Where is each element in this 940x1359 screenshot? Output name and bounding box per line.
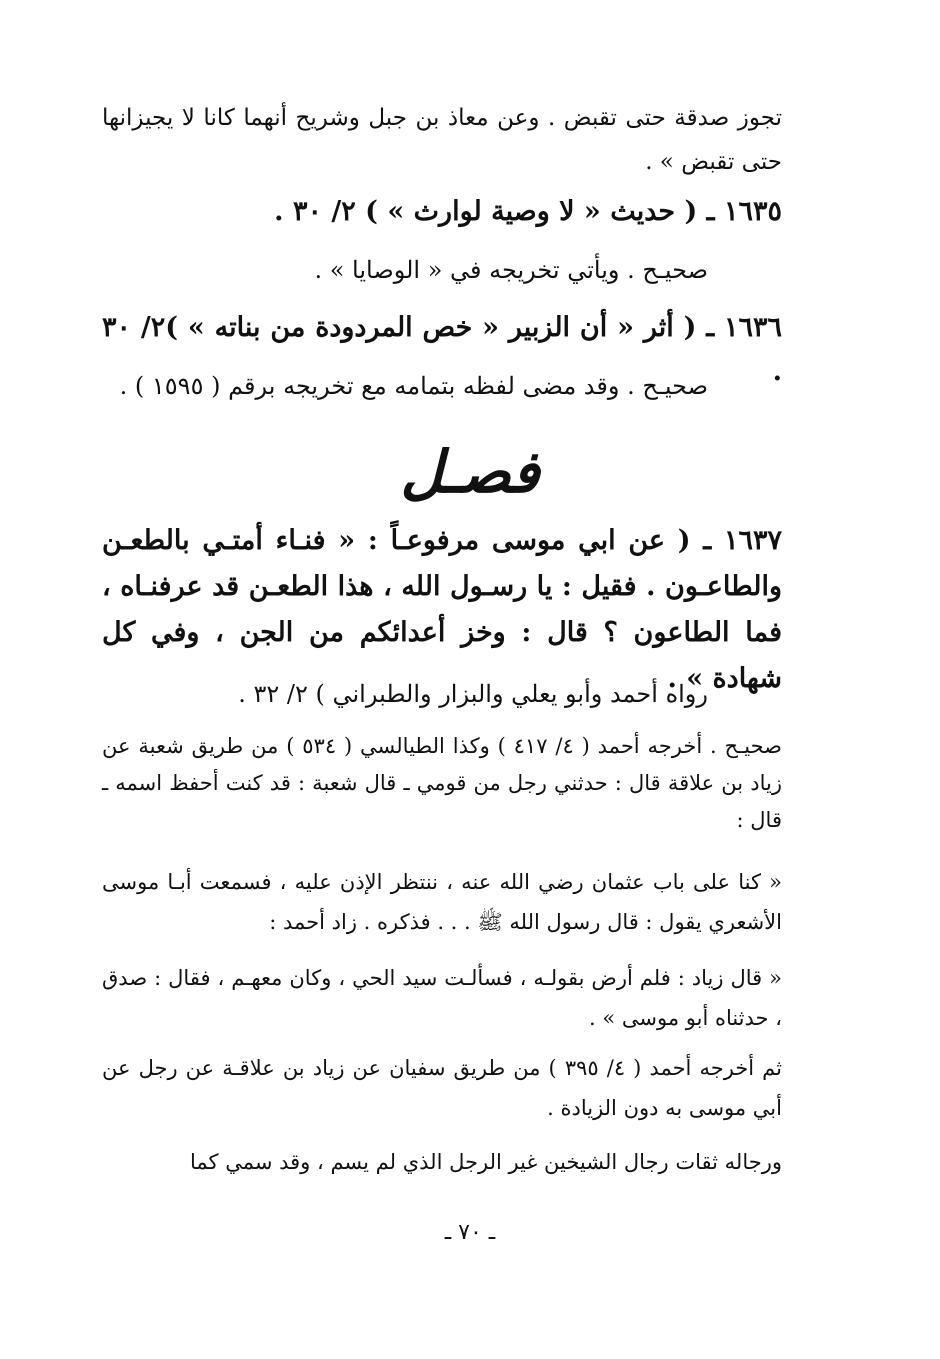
- takhrij-paragraph: ورجاله ثقات رجال الشيخين غير الرجل الذي لم يسم ، وقد سمي كما: [189, 1150, 782, 1174]
- takhrij-paragraph: صحيـح . أخرجه أحمد ( ٤/ ٤١٧ ) وكذا الطيالسي ( ٥٣٤ ) من طريق شعبة عن زياد بن علاقة قال : حدثني رجل من قومي ـ قال شعبة : قد كنت أحفظ اسمه ـ قال :: [102, 734, 782, 832]
- grading-1636: صحيـح . وقد مضى لفظه بتمامه مع تخريجه برقم ( ١٥٩٥ ) .: [119, 372, 708, 400]
- hadith-1635: ١٦٣٥ ـ ( حديث « لا وصية لوارث » ) ٢/ ٣٠ .: [274, 196, 782, 227]
- hadith-1636: ١٦٣٦ ـ ( أثر « أن الزبير « خص المردودة من بناته » )٢/ ٣٠ .: [102, 312, 782, 387]
- takhrij-paragraph: ثم أخرجه أحمد ( ٤/ ٣٩٥ ) من طريق سفيان عن زياد بن علاقـة عن رجل عن أبي موسى به دون الزيادة .: [102, 1056, 782, 1120]
- grading-1635: صحيـح . ويأتي تخريجه في « الوصايا » .: [314, 256, 708, 284]
- takhrij-paragraph: « كنا على باب عثمان رضي الله عنه ، ننتظر الإذن عليه ، فسمعت أبـا موسى الأشعري يقول : قال رسول الله ﷺ . . . فذكره . زاد أحمد :: [102, 870, 782, 934]
- narrators-line: رواه أحمد وأبو يعلي والبزار والطبراني ) ٢/ ٣٢ .: [238, 680, 708, 708]
- page-number: ـ ٧٠ ـ: [444, 1220, 496, 1245]
- hadith-1637: ١٦٣٧ ـ ( عن ابي موسى مرفوعـاً : « فنـاء أمتـي بالطعـن والطاعـون . فقيل : يا رسـول الله ، هذا الطعـن قد عرفنـاه ، فما الطاعون ؟ قال : وخز أعدائكم من الجن ، وفي كل شهادة » .: [102, 525, 782, 694]
- continuation-paragraph: تجوز صدقة حتى تقبض . وعن معاذ بن جبل وشريح أنهما كانا لا يجيزانها حتى تقبض » .: [102, 105, 782, 175]
- section-heading: فصـل: [400, 438, 540, 506]
- takhrij-paragraph: « قال زياد : فلم أرض بقولـه ، فسألـت سيد الحي ، وكان معهـم ، فقال : صدق ، حدثناه أبو موسى » .: [102, 966, 782, 1030]
